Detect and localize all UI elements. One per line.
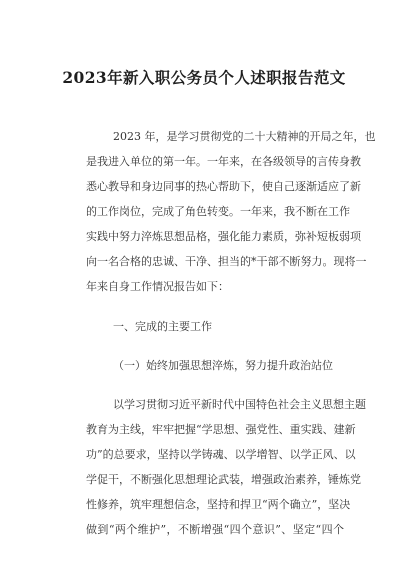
paragraph-2-line-4: 学促干，不断强化思想理论武装，增强政治素养，锤炼党: [86, 473, 361, 486]
paragraph-1-line-3: 悉心教导和身边同事的热心帮助下，使自己逐渐适应了新: [86, 180, 361, 193]
subsection-1-heading: （一）始终加强思想淬炼，努力提升政治站位: [113, 359, 333, 372]
paragraph-1-line-7: 年来自身工作情况报告如下：: [86, 280, 229, 293]
paragraph-2-line-2: 教育为主线，牢牢把握“学思想、强党性、重实践、建新: [86, 423, 356, 436]
paragraph-1-line-5: 实践中努力淬炼思想品格，强化能力素质，弥补短板弱项: [86, 230, 361, 243]
section-1-heading: 一、完成的主要工作: [113, 320, 212, 333]
paragraph-1-line-4: 的工作岗位，完成了角色转变。一年来，我不断在工作: [86, 205, 350, 218]
paragraph-1-line-2: 是我进入单位的第一年。一年来，在各级领导的言传身教: [86, 155, 361, 168]
paragraph-1-line-1: 2023 年，是学习贯彻党的二十大精神的开局之年，也: [113, 130, 376, 143]
paragraph-2-line-5: 性修养，筑牢理想信念，坚持和捍卫“两个确立”，坚决: [86, 498, 351, 511]
paragraph-2-line-6: 做到“两个维护”，不断增强“四个意识”、坚定“四个: [86, 523, 344, 536]
paragraph-2-line-3: 功”的总要求，坚持以学铸魂、以学增智、以学正风、以: [86, 448, 356, 461]
document-title: 2023年新入职公务员个人述职报告范文: [62, 68, 346, 87]
paragraph-2-line-1: 以学习贯彻习近平新时代中国特色社会主义思想主题: [113, 398, 366, 411]
paragraph-1-line-6: 向一名合格的忠诚、干净、担当的*干部不断努力。现将一: [86, 255, 367, 268]
